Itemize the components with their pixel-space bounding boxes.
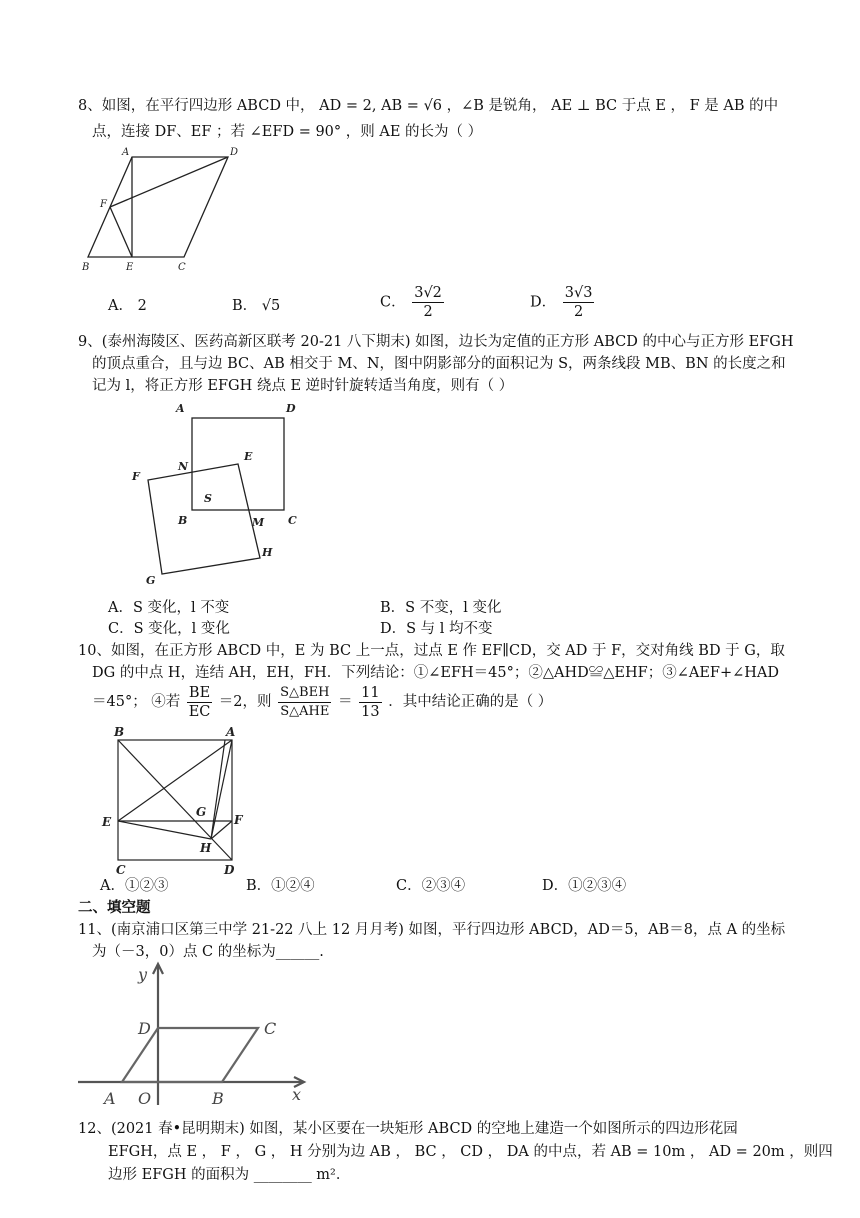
q8-label-a: A xyxy=(122,147,130,158)
q11-label-a: A xyxy=(104,1089,116,1108)
q10-fraction2-denominator: S△AHE xyxy=(280,703,330,719)
q9-text-line3: 记为 l，将正方形 EFGH 绕点 E 逆时针旋转适当角度，则有（ ） xyxy=(92,378,514,394)
q10-label-c: C xyxy=(116,863,126,877)
q8-label-f: F xyxy=(100,199,107,210)
q10-fraction3-numerator: 11 xyxy=(361,684,380,701)
q10-line3-part-d: ．其中结论正确的是（ ） xyxy=(388,694,553,710)
q10-option-c: C．②③④ xyxy=(396,878,466,894)
q11-text-line2: 为（－3，0）点 C 的坐标为______. xyxy=(92,944,324,960)
q10-line3-part-c: ＝ xyxy=(338,694,353,710)
q10-label-e: E xyxy=(102,815,112,829)
q10-label-a: A xyxy=(226,725,236,739)
q9-label-g: G xyxy=(146,574,156,587)
q11-coordinate-figure xyxy=(76,960,316,1110)
q9-label-e: E xyxy=(244,450,253,463)
q8-parallelogram-figure xyxy=(80,145,250,280)
q9-text-line1: 9、(泰州海陵区、医药高新区联考 20-21 八下期末) 如图，边长为定值的正方形 ABCD 的中心与正方形 EFGH xyxy=(78,334,794,350)
q9-option-b: B．S 不变，l 变化 xyxy=(380,600,502,616)
q11-label-c: C xyxy=(264,1019,277,1038)
q9-label-m: M xyxy=(252,516,265,529)
q8-label-d: D xyxy=(230,147,239,158)
q9-text-line2: 的顶点重合，且与边 BC、AB 相交于 M、N，图中阴影部分的面积记为 S，两条线段 MB、BN 的长度之和 xyxy=(92,356,786,372)
q9-squares-figure xyxy=(130,398,310,588)
q8-option-c-numerator: 3√2 xyxy=(414,285,442,301)
q9-label-b: B xyxy=(178,514,188,527)
q10-fraction3-denominator: 13 xyxy=(361,703,380,720)
q9-label-s: S xyxy=(204,492,212,505)
q10-fraction1-numerator: BE xyxy=(188,684,211,701)
q8-option-d-label: D． xyxy=(530,294,557,311)
q10-line3-part-a: ＝45°； ④若 xyxy=(92,694,181,710)
q10-label-b: B xyxy=(114,725,125,739)
q10-fraction2-numerator: S△BEH xyxy=(278,684,331,703)
q12-text-line3: 边形 EFGH 的面积为 ________ m²． xyxy=(108,1167,351,1183)
q8-option-b: B． √5 xyxy=(232,298,281,314)
q8-label-e: E xyxy=(126,262,134,273)
q9-option-d: D．S 与 l 均不变 xyxy=(380,621,493,637)
q10-label-g: G xyxy=(196,805,207,819)
q11-text-line1: 11、(南京浦口区第三中学 21-22 八上 12 月月考) 如图，平行四边形 ABCD，AD＝5，AB＝8，点 A 的坐标 xyxy=(78,922,786,938)
q8-label-c: C xyxy=(178,262,186,273)
q10-option-d: D．①②③④ xyxy=(542,878,627,894)
q9-label-n: N xyxy=(178,460,189,473)
q10-text-line1: 10、如图，在正方形 ABCD 中，E 为 BC 上一点，过点 E 作 EF∥CD，交 AD 于 F，交对角线 BD 于 G，取 xyxy=(78,643,785,659)
q8-option-d xyxy=(530,284,596,321)
q8-option-c xyxy=(380,284,446,321)
q9-label-a: A xyxy=(176,402,185,415)
q10-square-figure xyxy=(98,726,248,880)
q12-text-line2: EFGH，点 E ， F ， G ， H 分别为边 AB ， BC ， CD ， DA 的中点，若 AB = 10m ， AD = 20m ，则四 xyxy=(108,1144,833,1160)
q10-fraction1-denominator: EC xyxy=(188,703,211,720)
q9-label-h: H xyxy=(262,546,273,559)
q9-option-c: C．S 变化，l 变化 xyxy=(108,621,230,637)
q8-label-b: B xyxy=(82,262,90,273)
q9-label-c: C xyxy=(288,514,297,527)
q11-label-d: D xyxy=(138,1019,151,1038)
q8-option-d-denominator: 2 xyxy=(573,304,584,320)
q8-option-d-numerator: 3√3 xyxy=(564,285,593,301)
q10-option-a: A．①②③ xyxy=(100,878,169,894)
q11-label-b: B xyxy=(212,1089,224,1108)
q8-text-line1: 8、如图，在平行四边形 ABCD 中， AD = 2, AB = √6 ，∠B 是锐角， AE ⊥ BC 于点 E ， F 是 AB 的中 xyxy=(78,98,779,114)
q9-label-f: F xyxy=(132,470,140,483)
section-title-fill-in: 二、填空题 xyxy=(78,899,151,916)
q8-option-c-label: C． xyxy=(380,294,406,311)
q9-option-a: A．S 变化，l 不变 xyxy=(108,600,230,616)
q10-text-line2: DG 的中点 H，连结 AH，EH，FH．下列结论：①∠EFH＝45°；②△AHD≌△EHF；③∠AEF+∠HAD xyxy=(92,665,780,681)
q8-option-a: A． 2 xyxy=(108,298,147,314)
q10-line3-part-b: ＝2，则 xyxy=(218,694,272,710)
q9-label-d: D xyxy=(286,402,296,415)
q12-text-line1: 12、(2021 春•昆明期末) 如图，某小区要在一块矩形 ABCD 的空地上建造一个如图所示的四边形花园 xyxy=(78,1121,738,1137)
q11-label-o: O xyxy=(138,1089,152,1108)
q8-text-line2: 点，连接 DF、EF ；若 ∠EFD = 90° ，则 AE 的长为（ ） xyxy=(92,124,483,140)
q11-label-x: x xyxy=(292,1085,302,1104)
q10-text-line3 xyxy=(92,682,552,722)
q10-option-b: B．①②④ xyxy=(246,878,315,894)
q10-label-d: D xyxy=(224,863,235,877)
q10-label-f: F xyxy=(234,813,243,827)
q8-option-c-denominator: 2 xyxy=(423,304,433,320)
q11-label-y: y xyxy=(138,965,148,984)
q10-label-h: H xyxy=(200,841,212,855)
